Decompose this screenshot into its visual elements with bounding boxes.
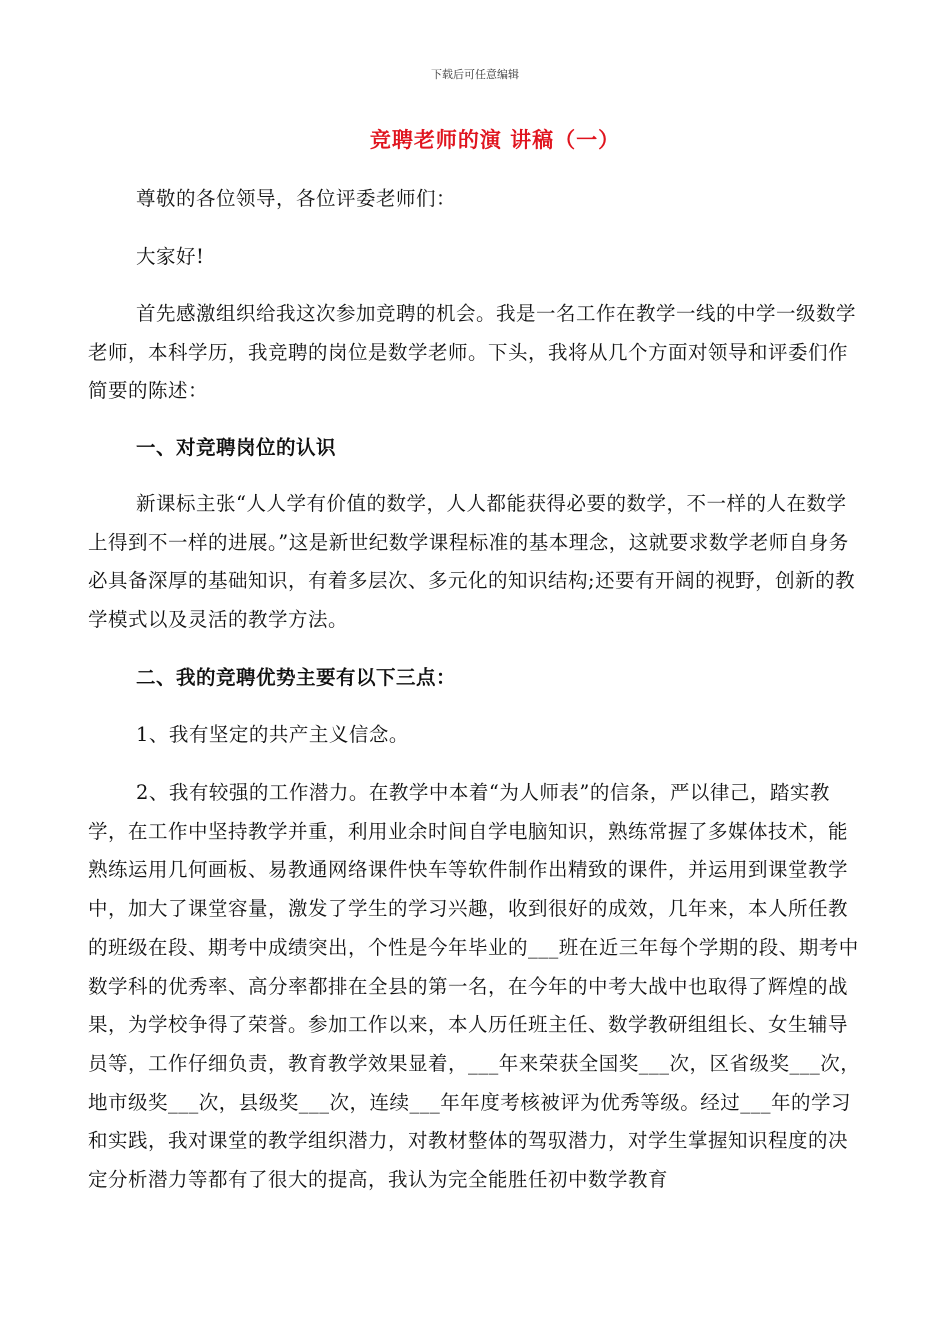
document-title: 竞聘老师的演 讲稿（一）: [369, 127, 621, 152]
section1-heading: 一、对竞聘岗位的认识: [136, 436, 337, 459]
point-1: 1、我有坚定的共产主义信念。: [136, 723, 409, 746]
greeting: 尊敬的各位领导，各位评委老师们：: [136, 187, 457, 210]
intro-paragraph: 首先感激组织给我这次参加竞聘的机会。我是一名工作在教学一线的中学一级数学老师，本科学历，我竞聘的岗位是数学老师。下头，我将从几个方面对领导和评委们作简要的陈述：: [88, 302, 857, 403]
section2-heading: 二、我的竞聘优势主要有以下三点：: [136, 666, 457, 689]
point-2-paragraph: 2、我有较强的工作潜力。在教学中本着“为人师表”的信条，严以律己，踏实教学，在工作中坚持教学并重，利用业余时间自学电脑知识，熟练常握了多媒体技术，能熟练运用几何画板、易教通网络课件快车等软件制作出精致的课件，并运用到课堂教学中，加大了课堂容量，激发了学生的学习兴趣，收到很好的成效，几年来，本人所任教的班级在段、期考中成绩突出，个性是今年毕业的___班在近三年每个学期的段、期考中数学科的优秀率、高分率都排在全县的第一名，在今年的中考大战中也取得了辉煌的战果，为学校争得了荣誉。参加工作以来，本人历任班主任、数学教研组组长、女生辅导员等，工作仔细负责，教育教学效果显着，___年来荣获全国奖___次，区省级奖___次，地市级奖___次，县级奖___次，连续___年年度考核被评为优秀等级。经过___年的学习和实践，我对课堂的教学组织潜力，对教材整体的驾驭潜力，对学生掌握知识程度的决定分析潜力等都有了很大的提高，我认为完全能胜任初中数学教育: [88, 781, 861, 1192]
header-note: 下载后可任意编辑: [431, 68, 519, 81]
section1-paragraph: 新课标主张“人人学有价值的数学，人人都能获得必要的数学，不一样的人在数学上得到不一样的进展。”这是新世纪数学课程标准的基本理念，这就要求数学老师自身务必具备深厚的基础知识，有着多层次、多元化的知识结构;还要有开阔的视野，创新的教学模式以及灵活的教学方法。: [88, 492, 856, 632]
hello-line: 大家好!: [136, 245, 205, 268]
